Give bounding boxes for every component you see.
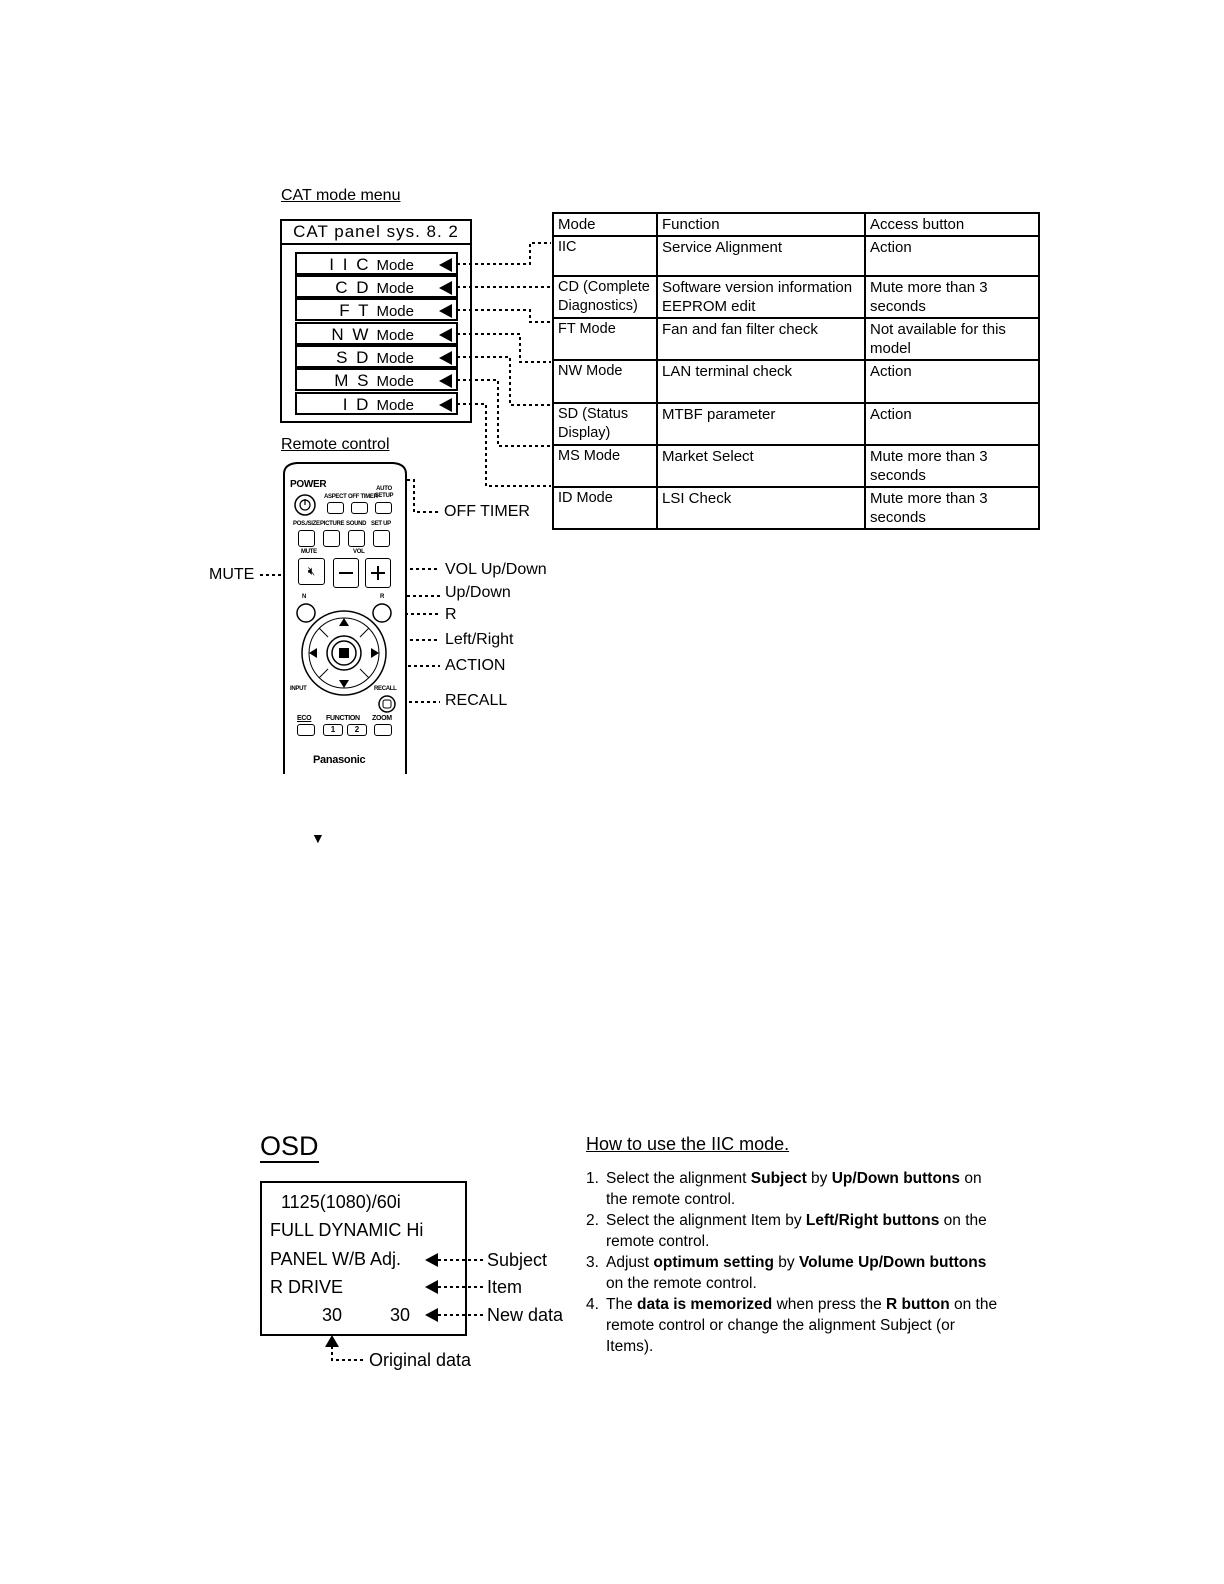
- power-label: POWER: [290, 479, 327, 490]
- howto-step-text: Left/Right buttons: [805, 1212, 940, 1229]
- callout-mute: MUTE: [209, 566, 255, 583]
- pos-size-label: POS./SIZE: [293, 521, 320, 527]
- zoom-button[interactable]: [374, 724, 392, 736]
- cat-menu-item-cd[interactable]: [295, 275, 458, 298]
- table-row: [553, 487, 1039, 529]
- table-cell: ID Mode: [553, 487, 657, 529]
- howto-step-text: on the remote control.: [606, 1275, 757, 1292]
- table-cell: Action: [865, 403, 1039, 445]
- table-cell: LSI Check: [657, 487, 865, 529]
- howto-steps: [586, 1168, 1006, 1357]
- power-button[interactable]: [295, 495, 315, 515]
- table-header-row: [553, 213, 1039, 236]
- brand-logo: Panasonic: [313, 754, 366, 766]
- table-header-cell: Mode: [553, 213, 657, 236]
- howto-step-text: Adjust: [606, 1254, 654, 1271]
- osd-line-subject: PANEL W/B Adj.: [270, 1249, 402, 1269]
- table-cell: MTBF parameter: [657, 403, 865, 445]
- function-2-button[interactable]: 2: [347, 724, 367, 736]
- table-cell: LAN terminal check: [657, 360, 865, 403]
- picture-button[interactable]: [323, 530, 340, 547]
- cat-menu-item-ms[interactable]: [295, 368, 458, 391]
- howto-step-number: 1.: [586, 1170, 599, 1187]
- howto-step-text: data is memorized: [637, 1296, 773, 1313]
- table-header-cell: Access button: [865, 213, 1039, 236]
- table-cell: Service Alignment: [657, 236, 865, 276]
- howto-step-text: Select the alignment: [606, 1170, 751, 1187]
- action-button[interactable]: [332, 641, 356, 665]
- sound-button[interactable]: [348, 530, 365, 547]
- left-arrow-icon: [439, 304, 452, 318]
- howto-step-text: Up/Down buttons: [831, 1170, 961, 1187]
- n-label: N: [302, 594, 307, 600]
- picture-label: PICTURE: [320, 521, 345, 527]
- function-1-button[interactable]: 1: [323, 724, 343, 736]
- callout-vol: VOL Up/Down: [445, 561, 547, 578]
- down-marker: ▼: [311, 830, 325, 846]
- table-row: [553, 445, 1039, 487]
- table-cell: Fan and fan filter check: [657, 318, 865, 360]
- table-row: [553, 236, 1039, 276]
- label-item: Item: [487, 1277, 523, 1297]
- table-row: [553, 403, 1039, 445]
- howto-step-text: on the remote control or change the alignment Subject (or Items).: [606, 1296, 998, 1355]
- eco-label: ECO: [297, 715, 312, 722]
- recall-label: RECALL: [374, 686, 397, 692]
- set-up-button[interactable]: [373, 530, 390, 547]
- howto-heading: How to use the IIC mode.: [586, 1134, 790, 1154]
- left-arrow-icon: [439, 398, 452, 412]
- osd-line-item: R DRIVE: [270, 1277, 344, 1297]
- table-row: [553, 360, 1039, 403]
- callout-off-timer: OFF TIMER: [444, 503, 530, 520]
- aspect-label: ASPECT: [324, 494, 347, 500]
- r-label: R: [380, 594, 385, 600]
- howto-step-number: 3.: [586, 1254, 599, 1271]
- plus-icon-vertical: [377, 566, 379, 580]
- osd-line-signal: 1125(1080)/60i: [281, 1192, 401, 1212]
- table-cell: NW Mode: [553, 360, 657, 403]
- cat-menu-item-label: S D Mode: [336, 348, 414, 367]
- subject-arrow-icon: [425, 1253, 438, 1267]
- remote-control: [283, 462, 407, 774]
- howto-step-text: by: [806, 1170, 832, 1187]
- howto-step-text: Select the alignment Item by: [606, 1212, 806, 1229]
- callout-leftright: Left/Right: [445, 631, 514, 648]
- n-button[interactable]: [297, 604, 315, 622]
- vol-up-button[interactable]: [365, 558, 391, 588]
- howto-step-text: by: [773, 1254, 799, 1271]
- left-arrow-icon: [439, 374, 452, 388]
- table-cell: Not available for this model: [865, 318, 1039, 360]
- pos-size-button[interactable]: [298, 530, 315, 547]
- minus-icon: [339, 572, 353, 574]
- original-data-arrow-icon: [325, 1335, 339, 1347]
- off-timer-button[interactable]: [351, 502, 368, 514]
- table-row: [553, 318, 1039, 360]
- down-button[interactable]: [334, 676, 354, 692]
- howto-step-number: 2.: [586, 1212, 599, 1229]
- howto-step-number: 4.: [586, 1296, 599, 1313]
- label-subject: Subject: [487, 1250, 548, 1270]
- cat-menu-item-label: I I C Mode: [329, 255, 414, 274]
- table-cell: Action: [865, 360, 1039, 403]
- cat-menu-item-label: C D Mode: [335, 278, 414, 297]
- aspect-button[interactable]: [327, 502, 344, 514]
- cat-menu-item-sd[interactable]: [295, 345, 458, 368]
- cat-menu-title: CAT panel sys. 8. 2: [280, 219, 472, 245]
- eco-button[interactable]: [297, 724, 315, 736]
- callout-r: R: [445, 606, 457, 623]
- callout-updown: Up/Down: [445, 584, 511, 601]
- howto-step-text: on the remote control.: [606, 1212, 987, 1250]
- table-cell: Mute more than 3 seconds: [865, 445, 1039, 487]
- cat-menu-item-iic[interactable]: [295, 252, 458, 275]
- function-label: FUNCTION: [326, 715, 360, 722]
- callout-recall: RECALL: [445, 692, 508, 709]
- cat-menu-item-label: M S Mode: [334, 371, 414, 390]
- set-up-label: SET UP: [371, 521, 391, 527]
- table-cell: SD (Status Display): [553, 403, 657, 445]
- table-cell: FT Mode: [553, 318, 657, 360]
- auto-setup-label: AUTO SETUP: [374, 486, 394, 499]
- mute-icon: 🔇︎: [307, 564, 316, 578]
- table-cell: Mute more than 3 seconds: [865, 276, 1039, 318]
- howto-step: [586, 1168, 1006, 1210]
- table-cell: IIC: [553, 236, 657, 276]
- cat-menu-item-ft[interactable]: [295, 298, 458, 321]
- cat-menu-item-nw[interactable]: [295, 322, 458, 345]
- left-arrow-icon: [439, 281, 452, 295]
- cat-menu-item-label: F T Mode: [339, 301, 414, 320]
- cat-menu-heading: CAT mode menu: [281, 187, 401, 204]
- left-arrow-icon: [439, 258, 452, 272]
- table-cell: MS Mode: [553, 445, 657, 487]
- left-arrow-icon: [439, 328, 452, 342]
- mute-label: MUTE: [301, 549, 317, 555]
- input-label: INPUT: [290, 686, 307, 692]
- recall-button[interactable]: [379, 696, 395, 712]
- osd-original-value: 30: [322, 1305, 343, 1325]
- left-arrow-icon: [439, 351, 452, 365]
- osd-new-value: 30: [390, 1305, 411, 1325]
- osd-line-mode: FULL DYNAMIC Hi: [270, 1220, 424, 1240]
- table-cell: Software version information EEPROM edit: [657, 276, 865, 318]
- label-original-data: Original data: [369, 1350, 472, 1370]
- vol-label: VOL: [353, 549, 365, 555]
- howto-step-text: R button: [886, 1296, 950, 1313]
- howto-step: [586, 1210, 1006, 1252]
- remote-heading: Remote control: [281, 436, 390, 453]
- label-new-data: New data: [487, 1305, 564, 1325]
- howto-step-text: on the remote control.: [606, 1170, 982, 1208]
- table-cell: Action: [865, 236, 1039, 276]
- howto-step: [586, 1252, 1006, 1294]
- table-cell: Market Select: [657, 445, 865, 487]
- howto-step-text: Volume Up/Down buttons: [798, 1254, 987, 1271]
- cat-menu-item-id[interactable]: [295, 392, 458, 415]
- howto-step-text: The: [606, 1296, 638, 1313]
- howto-step-text: when press the: [772, 1296, 886, 1313]
- howto-step: [586, 1294, 1006, 1357]
- table-cell: CD (Complete Diagnostics): [553, 276, 657, 318]
- auto-setup-button[interactable]: [375, 502, 392, 514]
- callout-action: ACTION: [445, 657, 506, 674]
- zoom-label: ZOOM: [372, 715, 392, 722]
- table-row: [553, 276, 1039, 318]
- table-header-cell: Function: [657, 213, 865, 236]
- howto-step-text: optimum setting: [653, 1254, 774, 1271]
- mute-button[interactable]: [298, 558, 325, 585]
- new-data-arrow-icon: [425, 1308, 438, 1322]
- osd-heading: OSD: [260, 1131, 319, 1161]
- vol-down-button[interactable]: [333, 558, 359, 588]
- up-button[interactable]: [334, 614, 354, 630]
- left-button[interactable]: [305, 643, 321, 663]
- r-button[interactable]: [373, 604, 391, 622]
- off-timer-label: OFF TIMER: [348, 494, 378, 500]
- cat-menu-item-label: N W Mode: [331, 325, 414, 344]
- item-arrow-icon: [425, 1280, 438, 1294]
- howto-step-text: Subject: [750, 1170, 807, 1187]
- right-button[interactable]: [367, 643, 383, 663]
- table-cell: Mute more than 3 seconds: [865, 487, 1039, 529]
- cat-menu-item-label: I D Mode: [342, 395, 414, 414]
- mode-table: [552, 212, 1040, 530]
- sound-label: SOUND: [346, 521, 367, 527]
